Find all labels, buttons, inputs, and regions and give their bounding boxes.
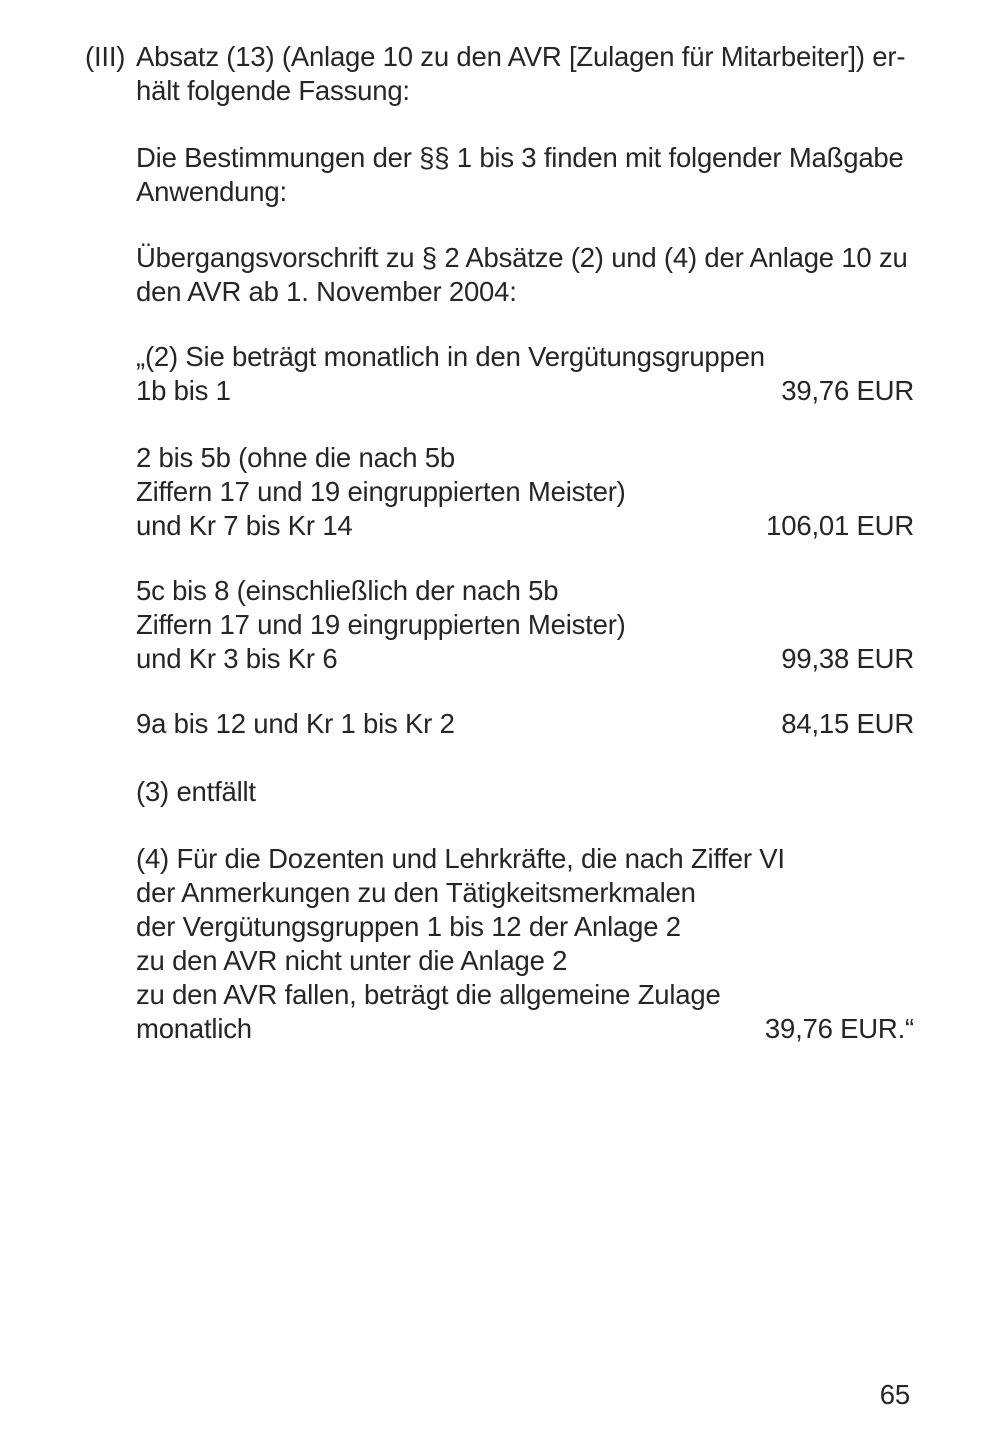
group-3-line-1: 5c bis 8 (einschließlich der nach 5b — [136, 575, 559, 606]
group-4-amount: 84,15 EUR — [781, 708, 914, 739]
group-2-row — [136, 509, 914, 543]
section-marker: (III) — [85, 41, 126, 72]
group-4-row — [136, 707, 914, 741]
absatz-2-paragraph — [136, 340, 914, 408]
absatz-2-line-1: „(2) Sie beträgt monatlich in den Vergütungsgruppen — [136, 341, 765, 372]
absatz-4-line-2: der Anmerkungen zu den Tätigkeitsmerkmalen — [136, 877, 696, 908]
group-1-row — [136, 374, 914, 408]
absatz-4-amount: 39,76 EUR.“ — [764, 1013, 914, 1044]
bestimmungen-paragraph — [136, 141, 914, 209]
group-3-line-2: Ziffern 17 und 19 eingruppierten Meister) — [136, 609, 626, 640]
group-3-paragraph — [136, 574, 914, 676]
group-4-label: 9a bis 12 und Kr 1 bis Kr 2 — [136, 708, 455, 739]
intro-line-2: hält folgende Fassung: — [136, 75, 410, 106]
bestimmungen-line-1: Die Bestimmungen der §§ 1 bis 3 finden mit folgender Maßgabe — [136, 142, 904, 173]
absatz-4-row — [136, 1012, 914, 1046]
page-number: 65 — [879, 1379, 910, 1410]
group-3-amount: 99,38 EUR — [781, 643, 914, 674]
absatz-4-line-3: der Vergütungsgruppen 1 bis 12 der Anlage 2 — [136, 911, 681, 942]
group-1-amount: 39,76 EUR — [781, 375, 914, 406]
absatz-4-line-4: zu den AVR nicht unter die Anlage 2 — [136, 945, 568, 976]
absatz-3-paragraph — [136, 775, 914, 809]
group-2-line-2: Ziffern 17 und 19 eingruppierten Meister) — [136, 476, 626, 507]
bestimmungen-line-2: Anwendung: — [136, 176, 287, 207]
absatz-4-paragraph — [136, 842, 914, 1046]
intro-paragraph — [136, 40, 914, 108]
uebergang-paragraph — [136, 241, 914, 309]
absatz-4-line-5: zu den AVR fallen, beträgt die allgemeine Zulage — [136, 979, 721, 1010]
uebergang-line-2: den AVR ab 1. November 2004: — [136, 276, 517, 307]
group-1-label: 1b bis 1 — [136, 375, 231, 406]
absatz-3-text: (3) entfällt — [136, 776, 256, 807]
intro-line-1: Absatz (13) (Anlage 10 zu den AVR [Zulagen für Mitarbeiter]) er- — [136, 41, 906, 72]
group-2-paragraph — [136, 441, 914, 543]
group-2-line-3: und Kr 7 bis Kr 14 — [136, 510, 353, 541]
absatz-4-line-1: (4) Für die Dozenten und Lehrkräfte, die nach Ziffer VI — [136, 843, 785, 874]
uebergang-line-1: Übergangsvorschrift zu § 2 Absätze (2) und (4) der Anlage 10 zu — [136, 242, 908, 273]
group-4-paragraph — [136, 707, 914, 741]
group-3-line-3: und Kr 3 bis Kr 6 — [136, 643, 338, 674]
group-2-amount: 106,01 EUR — [766, 510, 914, 541]
absatz-4-line-6: monatlich — [136, 1013, 252, 1044]
group-3-row — [136, 642, 914, 676]
group-2-line-1: 2 bis 5b (ohne die nach 5b — [136, 442, 455, 473]
